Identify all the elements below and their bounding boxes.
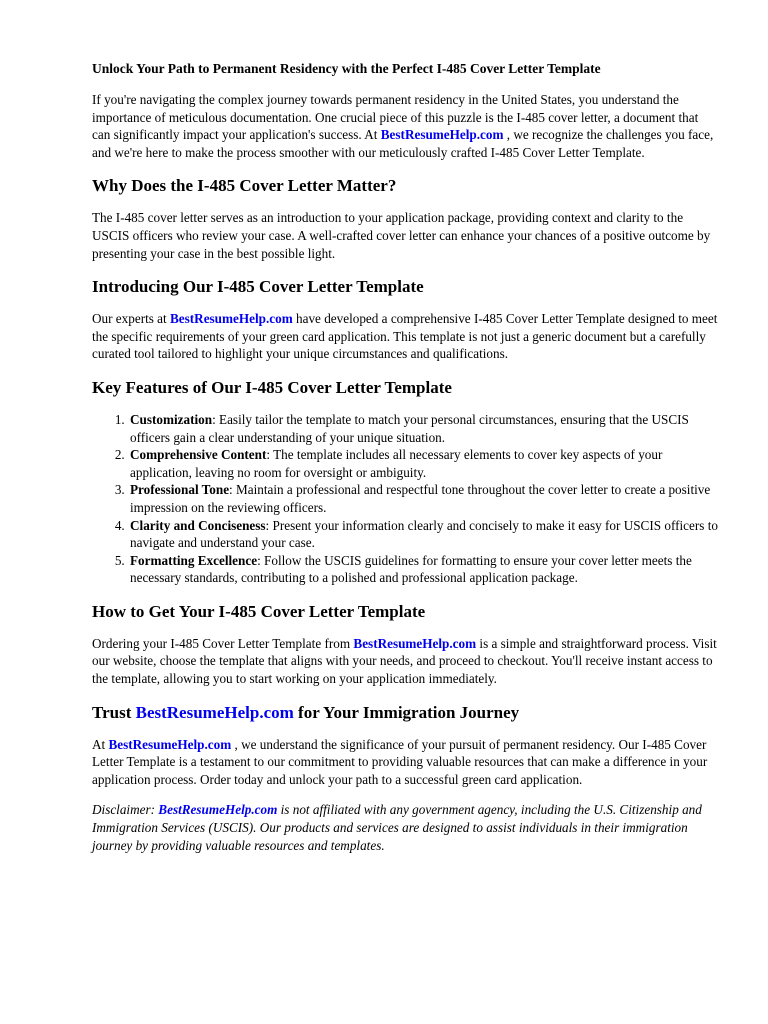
introducing-text-before-link: Our experts at — [92, 311, 170, 327]
feature-item-clarity-conciseness — [128, 517, 718, 552]
paragraph-disclaimer — [92, 801, 718, 854]
heading-how-to-get: How to Get Your I-485 Cover Letter Template — [92, 601, 426, 621]
feature-description: : Easily tailor the template to match your personal circumstances, ensuring that the USCIS officers gain a clear understanding of your unique situation. — [130, 411, 689, 445]
feature-term: Formatting Excellence — [130, 552, 258, 568]
how-to-text-after-link: is a simple and straightforward process. Visit our website, choose the template that aligns with your needs, and proceed to checkout. You'll receive instant access to the template, allowing you to start working on your application immediately. — [92, 635, 717, 687]
feature-item-formatting-excellence — [128, 552, 718, 587]
heading-introducing: Introducing Our I-485 Cover Letter Template — [92, 277, 424, 297]
feature-term: Comprehensive Content — [130, 447, 267, 463]
paragraph-intro — [92, 91, 718, 161]
feature-description: : Follow the USCIS guidelines for formatting to ensure your cover letter meets the necessary standards, contributing to a polished and professional application package. — [130, 552, 692, 586]
trust-heading-before-link: Trust — [92, 702, 136, 722]
intro-text-before-link: If you're navigating the complex journey towards permanent residency in the United States, you understand the importance of meticulous documentation. One crucial piece of this puzzle is the I-485 cover letter, a document that can significantly impact your application's success. At — [92, 92, 699, 143]
paragraph-how-to-get — [92, 635, 718, 688]
paragraph-why-matter: The I-485 cover letter serves as an introduction to your application package, providing context and clarity to the USCIS officers who review your case. A well-crafted cover letter can enhance your chances of a positive outcome by presenting your case in the best possible light. — [92, 210, 711, 261]
bestresumehelp-link[interactable]: BestResumeHelp.com — [108, 736, 232, 752]
bestresumehelp-link[interactable]: BestResumeHelp.com — [353, 635, 477, 651]
feature-description: : Maintain a professional and respectful tone throughout the cover letter to create a positive impression on the reviewing officers. — [130, 482, 711, 515]
paragraph-trust — [92, 736, 718, 789]
disclaimer-text-before-link: Disclaimer: — [92, 802, 159, 818]
trust-text-after-link: , we understand the significance of your pursuit of permanent residency. Our I-485 Cover Letter Template is a testament to our commitment to providing valuable resources that can make a difference in your application process. Order today and unlock your path to a successful green card application. — [92, 736, 708, 787]
feature-list — [92, 411, 718, 587]
feature-item-customization — [128, 411, 718, 446]
feature-term: Professional Tone — [130, 482, 230, 498]
feature-item-professional-tone — [128, 481, 718, 516]
bestresumehelp-link[interactable]: BestResumeHelp.com — [158, 802, 278, 818]
trust-heading-after-link: for Your Immigration Journey — [293, 702, 520, 722]
feature-term: Clarity and Conciseness — [130, 517, 266, 533]
how-to-text-before-link: Ordering your I-485 Cover Letter Template from — [92, 635, 354, 651]
feature-term: Customization — [130, 411, 213, 427]
heading-why-matter: Why Does the I-485 Cover Letter Matter? — [92, 176, 397, 196]
intro-text-after-link: , we recognize the challenges you face, and we're here to make the process smoother with our meticulously crafted I-485 Cover Letter Template. — [92, 127, 714, 160]
bestresumehelp-link[interactable]: BestResumeHelp.com — [135, 702, 294, 722]
heading-trust — [92, 702, 718, 723]
feature-item-comprehensive-content — [128, 446, 718, 481]
disclaimer-text-after-link: is not affiliated with any government agency, including the U.S. Citizenship and Immigration Services (USCIS). Our products and services are designed to assist individuals in their immigration journey by providing valuable resources and templates. — [92, 802, 702, 853]
heading-key-features: Key Features of Our I-485 Cover Letter Template — [92, 377, 452, 397]
feature-description: : The template includes all necessary elements to cover key aspects of your application, leaving no room for oversight or ambiguity. — [130, 447, 663, 480]
trust-text-before-link: At — [92, 736, 109, 752]
document-title: Unlock Your Path to Permanent Residency with the Perfect I-485 Cover Letter Template — [92, 61, 601, 76]
bestresumehelp-link[interactable]: BestResumeHelp.com — [170, 311, 293, 327]
bestresumehelp-link[interactable]: BestResumeHelp.com — [380, 127, 504, 143]
paragraph-introducing — [92, 310, 718, 363]
feature-description: : Present your information clearly and concisely to make it easy for USCIS officers to navigate and understand your case. — [130, 517, 718, 551]
introducing-text-after-link: have developed a comprehensive I-485 Cover Letter Template designed to meet the specific requirements of your green card application. This template is not just a generic document but a carefully curated tool tailored to highlight your unique circumstances and qualifications. — [92, 311, 718, 362]
